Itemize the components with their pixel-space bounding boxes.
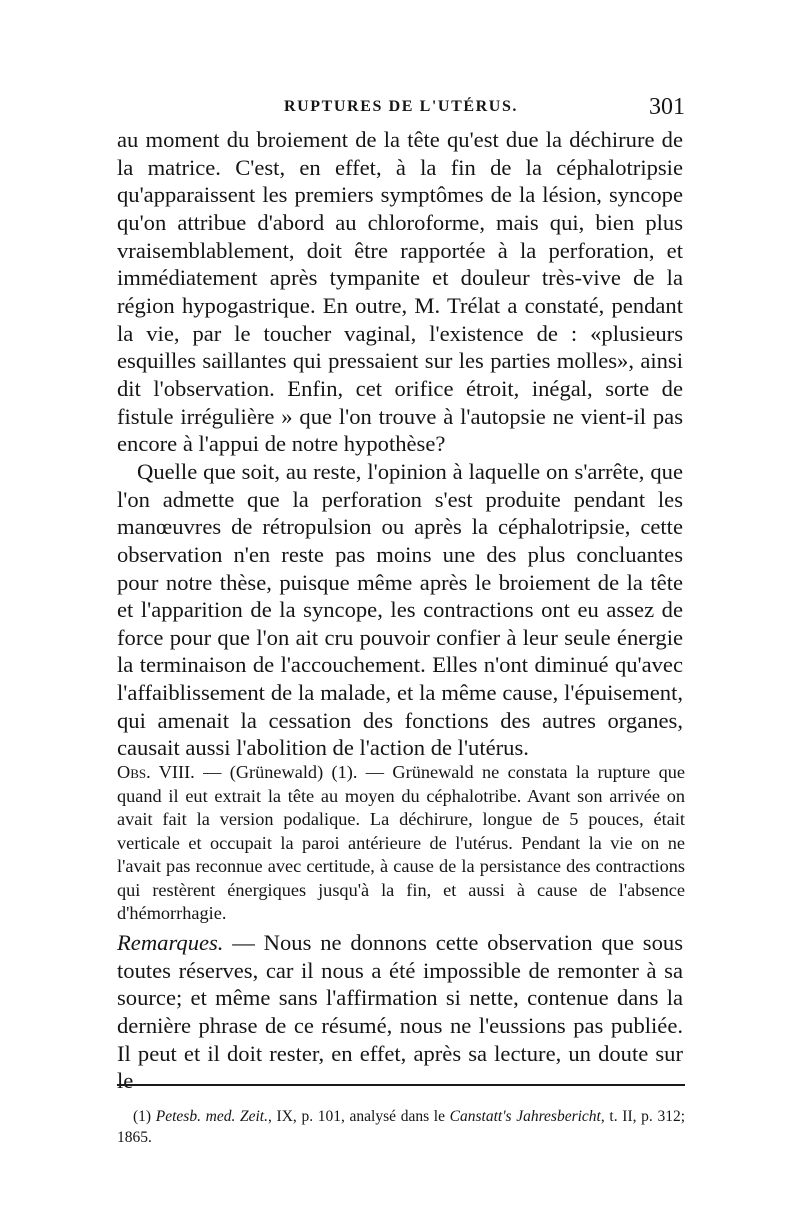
footnote-source: Canstatt's Jahresbericht bbox=[449, 1108, 601, 1125]
footnote-journal: Petesb. med. Zeit. bbox=[155, 1108, 268, 1125]
main-text bbox=[117, 126, 683, 762]
footnote-middle: , IX, p. 101, analysé dans le bbox=[268, 1108, 450, 1125]
running-title: RUPTURES DE L'UTÉRUS. bbox=[283, 98, 519, 115]
observation-body: — (Grünewald) (1). — Grünewald ne constata la rupture que quand il eut extrait la tête au moyen du céphalotribe. Avant son arrivée on avait fait la version podalique. La déchirure, longue de 5 pouces, était verticale et occupait la paroi antérieure de l'utérus. Pendant la vie on ne l'avait pas reconnue avec certitude, à cause de la persistance des contractions qui restèrent énergiques jusqu'à la fin, et aussi à cause de l'absence d'hémorrhagie. bbox=[117, 762, 685, 923]
paragraph: au moment du broiement de la tête qu'est due la déchirure de la matrice. C'est, en effet, à la fin de la céphalotripsie qu'apparaissent les premiers symptômes de la lésion, syncope qu'on attribue d'abord au chloroforme, mais qui, bien plus vraisemblablement, doit être rapportée à la perforation, et immédiatement après tympanite et douleur très-vive de la région hypogastrique. En outre, M. Trélat a constaté, pendant la vie, par le toucher vaginal, l'existence de : «plusieurs esquilles saillantes qui pressaient sur les parties molles», ainsi dit l'observation. Enfin, cet orifice étroit, inégal, sorte de fistule irrégulière » que l'on trouve à l'autopsie ne vient-il pas encore à l'appui de notre hypothèse? bbox=[117, 127, 683, 457]
footnote bbox=[117, 1106, 685, 1148]
footnote-divider bbox=[117, 1084, 685, 1086]
observation-label: Obs. VIII. bbox=[117, 762, 195, 782]
page-number: 301 bbox=[649, 94, 685, 120]
running-header bbox=[117, 96, 685, 126]
footnote-text bbox=[117, 1106, 685, 1148]
paragraph: Quelle que soit, au reste, l'opinion à laquelle on s'arrête, que l'on admette que la perforation s'est produite pendant les manœuvres de rétropulsion ou après la céphalotripsie, cette observation n'en reste pas moins une des plus concluantes pour notre thèse, puisque même après le broiement de la tête et l'apparition de la syncope, les contractions ont eu assez de force pour que l'on ait cru pouvoir confier à leur seule énergie la terminaison de l'accouchement. Elles n'ont diminué qu'avec l'affaiblissement de la malade, et la même cause, l'épuisement, qui amenait la cessation des fonctions des autres organes, causait aussi l'abolition de l'action de l'utérus. bbox=[117, 458, 683, 761]
observation-viii bbox=[117, 761, 685, 926]
footnote-end: , t. II, p. 312; 1865. bbox=[117, 1108, 686, 1146]
remarks-body: — Nous ne donnons cette observation que sous toutes réserves, car il nous a été impossible de remonter à sa source; et même sans l'affirmation si nette, contenue dans la dernière phrase de ce résumé, nous ne l'eussions pas publiée. Il peut et il doit rester, en effet, après sa lecture, un doute sur le bbox=[117, 930, 683, 1094]
footnote-marker: (1) bbox=[133, 1108, 152, 1125]
remarks-label: Remarques. bbox=[117, 930, 224, 955]
remarks-section bbox=[117, 929, 683, 1095]
observation-text bbox=[117, 761, 685, 926]
remarks-text bbox=[117, 929, 683, 1095]
